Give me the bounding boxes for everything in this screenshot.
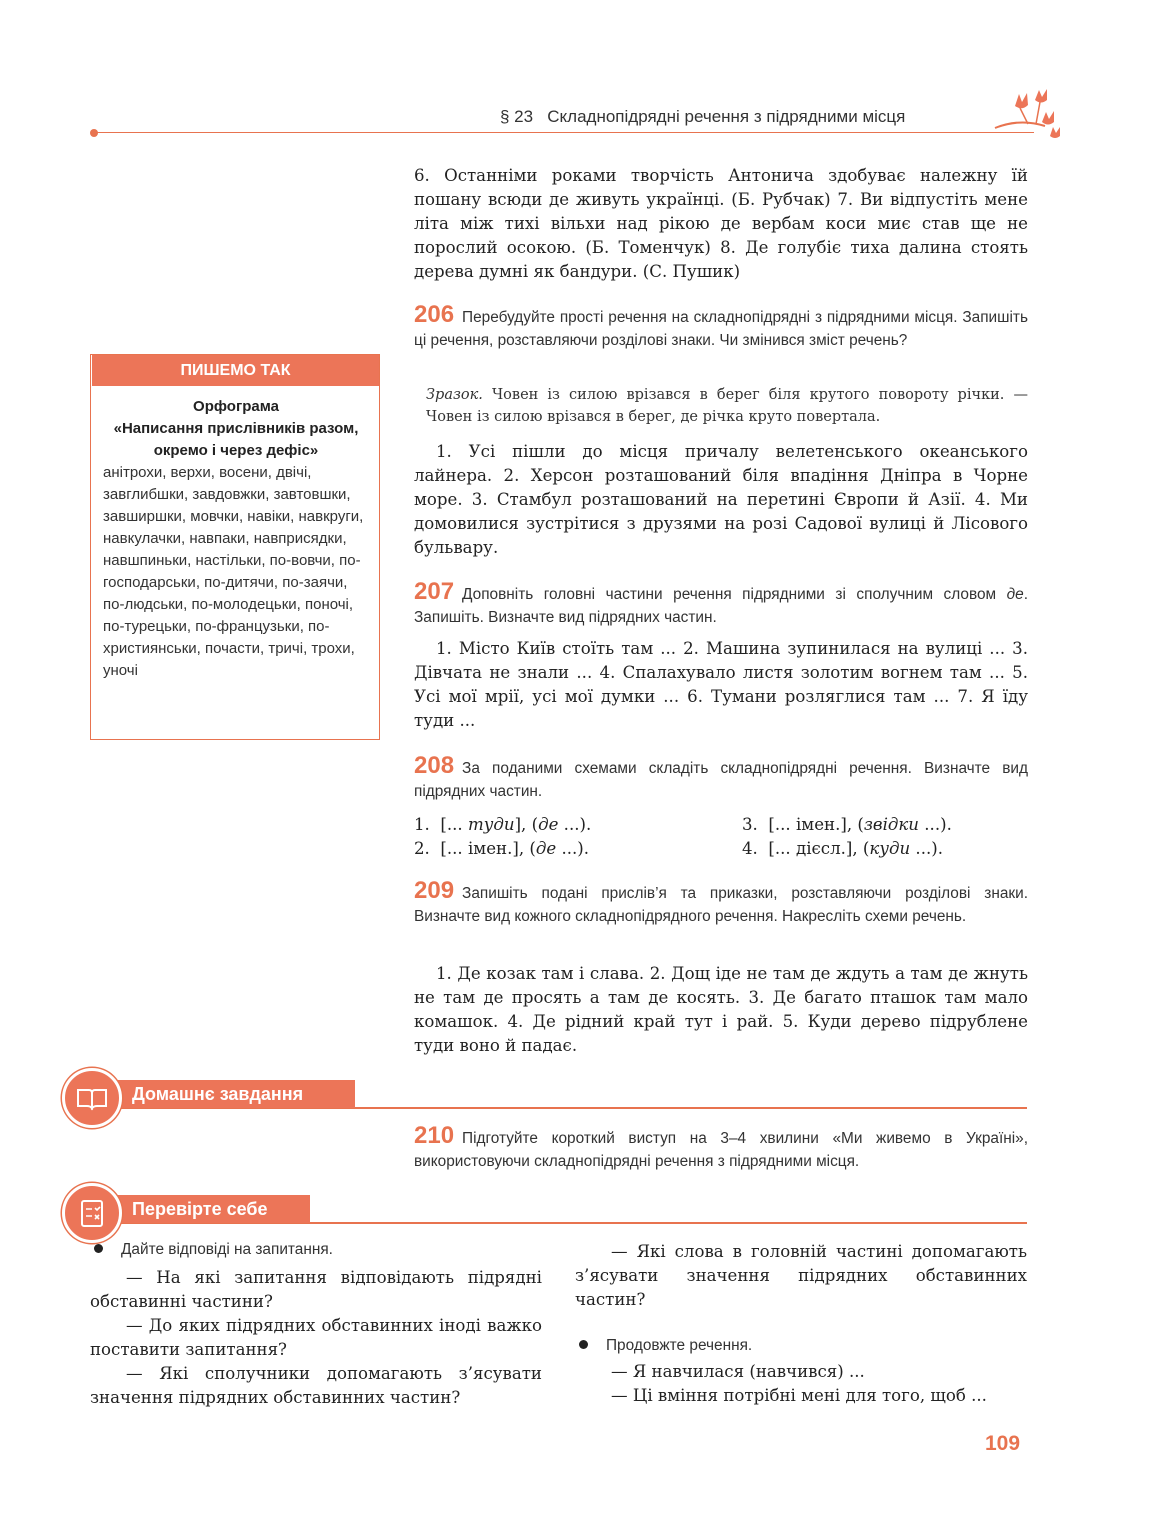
intro-paragraph: 6. Останніми роками творчість Антонича здобуває належну їй пошану всюди де живуть українці. (Б. Рубчак) 7. Ви відпустіть мене літа між тихі вільхи над рікою де вербам коси миє став ще не порослий осокою. (Б. Томенчук) 8. Де голубіє тиха далина стоять дерева думні як бандури. (С. Пушик) (414, 166, 1028, 281)
question-4: — Які слова в головній частині допомагають з’ясувати значення підрядних обставинних частин? (575, 1242, 1027, 1309)
book-icon (62, 1068, 122, 1128)
checklist-icon (62, 1183, 122, 1243)
spelling-word-list: анітрохи, верхи, восени, двічі, завглибшки, завдовжки, завтовшки, завширшки, мовчки, навіки, навкруги, навкулачки, навпаки, навприсядки, навшпиньки, настільки, по-вовчи, по-господарськи, по-дитячи, по-заячи, по-людськи, по-молодецьки, поночі, по-турецьки, по-французьки, по-християнськи, почасти, тричі, трохи, уночі (103, 464, 364, 679)
exercise-207-text: 1. Місто Київ стоїть там ... 2. Машина зупинилася на вулиці ... 3. Дівчата не знали ... 4. Спалахувало листя золотим вогнем там ... 5. Усі мої мрії, усі мої думки ... 6. Тумани розляглися там ... 7. Я їду туди ... (414, 639, 1028, 730)
continue-1: — Я навчилася (навчився) ... (611, 1362, 865, 1381)
check-bullet-1: Дайте відповіді на запитання. (94, 1238, 333, 1262)
question-1: — На які запитання відповідають підрядні обставинні частини? (90, 1268, 542, 1311)
check-bullet-2: Продовжте речення. (579, 1334, 752, 1358)
exercise-number: 210 (414, 1122, 455, 1149)
section-title: Складнопідрядні речення з підрядними місця (547, 107, 906, 126)
flower-ornament-icon (990, 88, 1070, 148)
exercise-207-task: 207 Доповніть головні частини речення підрядними зі сполучним словом де. Запишіть. Визначте вид підрядних частин. (414, 578, 1029, 626)
scheme-4: 4. [... дієсл.], (куди ...). (742, 839, 944, 858)
exercise-206-sample: Зразок. Човен із силою врізався в берег біля крутого повороту річки. — Човен із силою врізався в берег, де річка круто повертала. (426, 387, 1028, 425)
spelling-rule-header: ПИШЕМО ТАК (92, 355, 379, 386)
running-header (500, 107, 970, 127)
homework-heading: Домашнє завдання (92, 1080, 355, 1108)
exercise-206-task: 206 Перебудуйте прості речення на складнопідрядні з підрядними місця. Запишіть ці речення, розставляючи розділові знаки. Чи змінився зміст речень? (414, 301, 1028, 349)
header-rule-dot (90, 129, 98, 137)
question-3: — Які сполучники допомагають з’ясувати значення підрядних обставинних частин? (90, 1364, 542, 1407)
exercise-209-text: 1. Де козак там і слава. 2. Дощ іде не там де ждуть а там де жнуть не там де просять а там де косять. 3. Де багато пташок там мало комашок. 4. Де рідний край тут і рай. 5. Куди дерево підрублене туди воно й падає. (414, 964, 1028, 1055)
exercise-number: 209 (414, 877, 455, 904)
exercise-208-task: 208 За поданими схемами складіть складнопідрядні речення. Визначте вид підрядних частин. (414, 752, 1028, 800)
exercise-number: 207 (414, 578, 455, 605)
exercise-209-task: 209 Запишіть подані прислів’я та приказки, розставляючи розділові знаки. Визначте вид кожного складнопідрядного речення. Накресліть схеми речень. (414, 877, 1028, 925)
question-2: — До яких підрядних обставинних іноді важко поставити запитання? (90, 1316, 542, 1359)
exercise-206-text: 1. Усі пішли до місця причалу велетенського океанського лайнера. 2. Херсон розташований біля впадіння Дніпра в Чорне море. 3. Стамбул розташований на перетині Європи й Азії. 4. Ми домовилися зустрітися з друзями на розі Садової вулиці й Лісового бульвару. (414, 442, 1028, 557)
spelling-rule-body: Орфограма «Написання прислівників разом, окремо і через дефіс» анітрохи, верхи, восени, двічі, завглибшки, завдовжки, завтовшки, завширшки, мовчки, навіки, навкруги, навкулачки, навпаки, навприсядки, навшпиньки, настільки, по-вовчи, по-господарськи, по-дитячи, по-заячи, по-людськи, по-молодецьки, поночі, по-турецьки, по-французьки, по-християнськи, почасти, тричі, трохи, уночі (103, 396, 369, 682)
page-number: 109 (985, 1432, 1021, 1455)
section-number: § 23 (500, 107, 534, 126)
exercise-number: 206 (414, 301, 455, 328)
exercise-number: 208 (414, 752, 455, 779)
header-rule (94, 132, 1034, 133)
exercise-210-task: 210 Підготуйте короткий виступ на 3–4 хвилини «Ми живемо в Україні», використовуючи складнопідрядні речення з підрядними місця. (414, 1122, 1028, 1170)
continue-2: — Ці вміння потрібні мені для того, щоб ... (611, 1386, 987, 1405)
check-heading: Перевірте себе (92, 1195, 310, 1223)
scheme-2: 2. [... імен.], (де ...). (414, 839, 590, 858)
bullet-icon (94, 1244, 103, 1253)
bullet-icon (579, 1340, 588, 1349)
scheme-1: 1. [... туди], (де ...). (414, 815, 592, 834)
scheme-3: 3. [... імен.], (звідки ...). (742, 815, 952, 834)
